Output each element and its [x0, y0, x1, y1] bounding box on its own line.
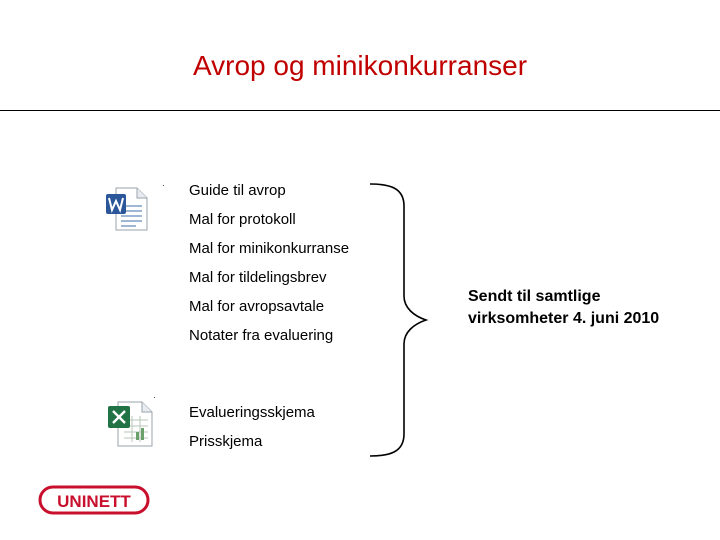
icon-marker [163, 185, 164, 186]
grouping-brace [366, 180, 466, 467]
note-line-2: virksomheter 4. juni 2010 [468, 310, 660, 327]
logo-wordmark: UNINETT [57, 492, 131, 511]
icon-marker [154, 397, 155, 398]
doc-item-protokoll[interactable]: Mal for protokoll [189, 211, 296, 228]
note-line-1: Sendt til samtlige [468, 288, 601, 305]
doc-item-prisskjema[interactable]: Prisskjema [189, 433, 263, 450]
doc-item-minikonkurranse[interactable]: Mal for minikonkurranse [189, 240, 350, 257]
doc-item-avropsavtale[interactable]: Mal for avropsavtale [189, 298, 325, 315]
slide-title: Avrop og minikonkurranser [192, 50, 528, 81]
doc-item-notater[interactable]: Notater fra evaluering [189, 327, 334, 344]
uninett-logo [38, 482, 150, 518]
distribution-note [468, 286, 659, 330]
excel-document-icon[interactable] [106, 400, 156, 448]
doc-item-guide[interactable]: Guide til avrop [189, 182, 286, 199]
doc-item-evalueringsskjema[interactable]: Evalueringsskjema [189, 404, 315, 421]
title-divider [0, 110, 720, 111]
doc-item-tildelingsbrev[interactable]: Mal for tildelingsbrev [189, 269, 327, 286]
word-document-icon[interactable] [104, 186, 150, 232]
